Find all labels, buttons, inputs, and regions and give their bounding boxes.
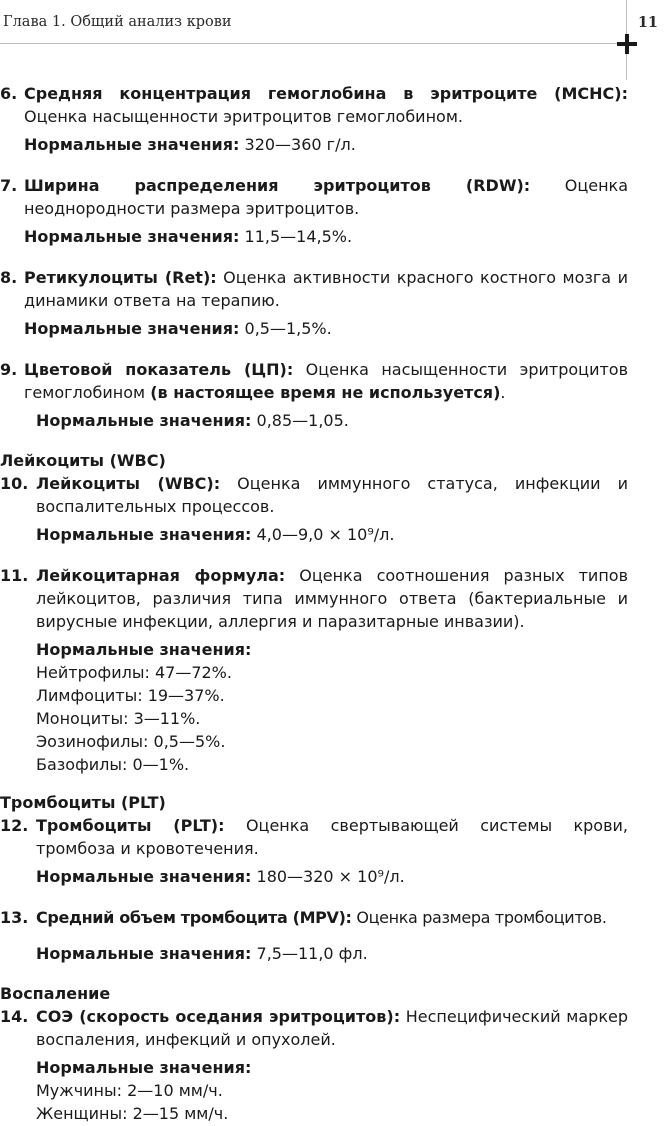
item-number: 9. [0, 360, 18, 379]
page-header [0, 0, 667, 44]
normal-label: Нормальные значения: [36, 411, 252, 430]
normal-label: Нормальные значения: [24, 135, 240, 154]
normal-values [36, 865, 628, 888]
value-line: Моноциты: 3—11%. [36, 709, 201, 728]
normal-value: 180—320 × 10⁹/л. [256, 867, 405, 886]
item-text [24, 174, 628, 220]
normal-values [24, 225, 628, 248]
item-text [36, 814, 628, 860]
value-line: Лимфоциты: 19—37%. [36, 686, 225, 705]
crop-mark-icon [617, 34, 637, 54]
section-heading: Тромбоциты (PLT) [0, 793, 166, 812]
item-term: Средний объем тромбоцита (MPV): [36, 908, 352, 927]
item-number: 6. [0, 84, 18, 103]
item-term: СОЭ (скорость оседания эритроцитов): [36, 1007, 401, 1026]
item-description: Оценка неоднородности размера эритроцитов. [24, 176, 629, 218]
running-head: Глава 1. Общий анализ крови [3, 14, 232, 30]
list-item [0, 814, 628, 888]
list-item [0, 358, 628, 432]
item-number: 7. [0, 176, 18, 195]
normal-values [36, 1056, 628, 1125]
normal-value: 11,5—14,5%. [244, 227, 353, 246]
list-item [0, 906, 628, 965]
list-item [0, 1005, 628, 1125]
item-description: Оценка насыщенности эритроцитов гемоглобином. [24, 107, 463, 126]
normal-value: 320—360 г/л. [244, 135, 356, 154]
item-description: Оценка размера тромбоцитов. [356, 908, 607, 927]
list-item [0, 564, 628, 776]
value-line: Эозинофилы: 0,5—5%. [36, 732, 226, 751]
item-text [36, 472, 628, 518]
normal-value: 0,85—1,05. [256, 411, 349, 430]
item-description: Оценка соотношения разных типов лейкоцитов, различия типа иммунного ответа (бактериальные и вирусные инфекции, аллергия и паразитарные инвазии). [36, 566, 629, 631]
item-term: Лейкоцитарная формула: [36, 566, 286, 585]
item-number: 8. [0, 268, 18, 287]
item-text [36, 1005, 628, 1051]
item-number: 11. [0, 566, 29, 585]
list-item [0, 174, 628, 248]
item-number: 12. [0, 816, 29, 835]
normal-values [36, 638, 628, 776]
normal-value: 4,0—9,0 × 10⁹/л. [256, 525, 395, 544]
item-text [24, 82, 628, 105]
item-term: Цветовой показатель (ЦП): [24, 360, 294, 379]
normal-values [36, 523, 628, 546]
normal-value: 7,5—11,0 фл. [256, 944, 368, 963]
normal-label: Нормальные значения: [36, 944, 252, 963]
normal-label: Нормальные значения: [36, 640, 252, 659]
item-description: Оценка насыщенности эритроцитов гемоглобином [24, 360, 629, 402]
section-heading: Воспаление [0, 984, 111, 1003]
normal-label: Нормальные значения: [36, 867, 252, 886]
value-line: Мужчины: 2—10 мм/ч. [36, 1081, 223, 1100]
normal-label: Нормальные значения: [24, 319, 240, 338]
normal-label: Нормальные значения: [36, 525, 252, 544]
normal-values [36, 942, 628, 965]
item-number: 10. [0, 474, 29, 493]
normal-label: Нормальные значения: [24, 227, 240, 246]
value-line: Женщины: 2—15 мм/ч. [36, 1104, 229, 1123]
item-text [24, 266, 628, 312]
normal-label: Нормальные значения: [36, 1058, 252, 1077]
item-term: Средняя концентрация гемоглобина в эритроците (MCHC): [24, 84, 628, 103]
item-term: Ретикулоциты (Ret): [24, 268, 217, 287]
page-number: 11 [637, 14, 658, 31]
list-item [0, 266, 628, 340]
normal-values [24, 317, 628, 340]
normal-values [24, 409, 628, 432]
item-term: Лейкоциты (WBC): [36, 474, 221, 493]
section-heading: Лейкоциты (WBC) [0, 451, 166, 470]
item-number: 13. [0, 908, 29, 927]
item-punct: . [500, 383, 506, 402]
item-number: 14. [0, 1007, 29, 1026]
item-text [36, 906, 628, 929]
item-text [24, 358, 628, 404]
list-item [0, 82, 628, 156]
value-line: Нейтрофилы: 47—72%. [36, 663, 232, 682]
item-term: Тромбоциты (PLT): [36, 816, 225, 835]
page-content [0, 82, 628, 1125]
normal-value: 0,5—1,5%. [244, 319, 332, 338]
item-text [36, 564, 628, 633]
header-rule [0, 43, 628, 44]
value-line: Базофилы: 0—1%. [36, 755, 190, 774]
normal-values [24, 133, 628, 156]
item-description: Оценка иммунного статуса, инфекции и воспалительных процессов. [36, 474, 628, 516]
item-description: Неспецифический маркер воспаления, инфекций и опухолей. [36, 1007, 628, 1049]
item-term: Ширина распределения эритроцитов (RDW): [24, 176, 531, 195]
item-note: (в настоящее время не используется) [150, 383, 501, 402]
item-description: Оценка активности красного костного мозга и динамики ответа на терапию. [24, 268, 628, 310]
item-description: Оценка свертывающей системы крови, тромбоза и кровотечения. [36, 816, 629, 858]
list-item [0, 472, 628, 546]
